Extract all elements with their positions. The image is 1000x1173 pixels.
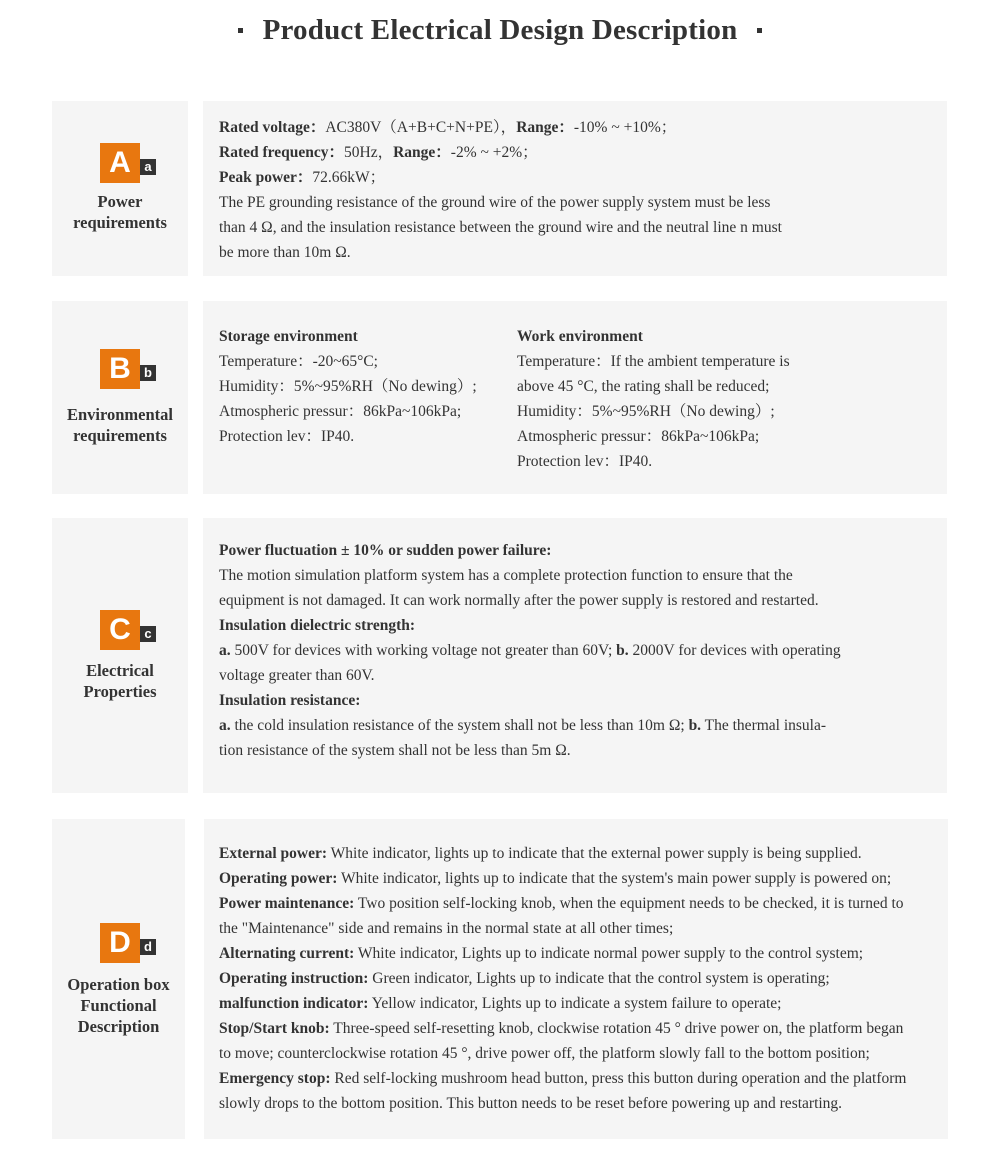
section-c-header — [52, 518, 188, 793]
section-d-badge — [100, 923, 156, 963]
section-d-label-line: Description — [77, 1017, 160, 1036]
operation-box-text — [219, 841, 944, 1116]
section-d-letter: D — [100, 923, 140, 963]
text-line — [219, 1066, 944, 1091]
title-bullet-right — [757, 28, 762, 33]
section-d-header — [52, 819, 185, 1139]
work-line: Atmospheric pressur：86kPa~106kPa; — [517, 428, 760, 445]
section-d-body — [204, 819, 948, 1139]
section-d-label — [52, 974, 185, 1037]
storage-line: Temperature：-20~65°C; — [219, 353, 378, 370]
bold-run: Emergency stop: — [219, 1070, 331, 1087]
text-run: The motion simulation platform system has a complete protection function to ensure that the — [219, 567, 793, 584]
text-run: the cold insulation resistance of the system shall not be less than 10m Ω; — [230, 717, 689, 734]
section-a-label-line: Power — [97, 192, 143, 211]
text-run: voltage greater than 60V. — [219, 667, 375, 684]
text-line — [219, 1016, 944, 1041]
bold-run: External power: — [219, 845, 328, 862]
text-run: White indicator, lights up to indicate that the external power supply is being supplied. — [327, 845, 862, 862]
text-run: White indicator, Lights up to indicate normal power supply to the control system; — [354, 945, 864, 962]
work-line: above 45 °C, the rating shall be reduced; — [517, 378, 770, 395]
section-a-body — [203, 101, 947, 276]
text-run: Red self-locking mushroom head button, press this button during operation and the platform — [330, 1070, 907, 1087]
text-run: Two position self-locking knob, when the equipment needs to be checked, it is turned to — [354, 895, 904, 912]
text-run: Yellow indicator, Lights up to indicate a system failure to operate; — [368, 995, 782, 1012]
storage-heading: Storage environment — [219, 328, 358, 345]
bold-run: malfunction indicator: — [219, 995, 369, 1012]
text-line — [219, 588, 939, 613]
text-run: -2% ~ +2%； — [450, 144, 538, 161]
work-line: Protection lev：IP40. — [517, 453, 653, 470]
section-c-label — [52, 660, 188, 702]
title-bullet-left — [238, 28, 243, 33]
bold-run: Insulation dielectric strength: — [219, 617, 416, 634]
bold-run: b. — [616, 642, 629, 659]
text-run: equipment is not damaged. It can work normally after the power supply is restored and restarted. — [219, 592, 819, 609]
work-line: Humidity：5%~95%RH（No dewing）; — [517, 403, 775, 420]
section-b-letter: B — [100, 349, 140, 389]
text-line — [219, 966, 944, 991]
storage-line: Atmospheric pressur：86kPa~106kPa; — [219, 403, 462, 420]
text-run: the "Maintenance" side and remains in the normal state at all other times; — [219, 920, 674, 937]
section-d-label-line: Operation box — [67, 975, 170, 994]
text-run: than 4 Ω, and the insulation resistance between the ground wire and the neutral line n must — [219, 219, 782, 236]
section-c-label-line: Properties — [83, 682, 157, 701]
bold-run: Operating power: — [219, 870, 338, 887]
text-line — [219, 663, 939, 688]
power-requirements-text — [219, 115, 934, 265]
text-line — [219, 240, 934, 265]
text-line — [219, 991, 944, 1016]
section-c-body — [203, 518, 947, 793]
section-b-header — [52, 301, 188, 494]
text-line — [219, 165, 934, 190]
bold-run: Insulation resistance: — [219, 692, 361, 709]
text-run: 500V for devices with working voltage not greater than 60V; — [230, 642, 617, 659]
text-run: 72.66kW； — [312, 169, 386, 186]
bold-run: Stop/Start knob: — [219, 1020, 330, 1037]
text-line — [219, 115, 934, 140]
section-d-label-line: Functional — [80, 996, 157, 1015]
bold-run: Power fluctuation ± 10% or sudden power failure: — [219, 542, 552, 559]
section-a-badge — [100, 143, 156, 183]
storage-environment — [219, 324, 509, 449]
section-b-body — [203, 301, 947, 494]
section-b-label-line: requirements — [73, 426, 167, 445]
section-c-subletter: c — [140, 626, 156, 642]
work-heading: Work environment — [517, 328, 643, 345]
text-run: Green indicator, Lights up to indicate that the control system is operating; — [368, 970, 830, 987]
section-a-label-line: requirements — [73, 213, 167, 232]
bold-run: Rated voltage： — [219, 119, 326, 136]
bold-run: b. — [688, 717, 702, 734]
section-a-header — [52, 101, 188, 276]
bold-run: Peak power： — [219, 169, 313, 186]
text-run: Three-speed self-resetting knob, clockwise rotation 45 ° drive power on, the platform began — [329, 1020, 904, 1037]
storage-line: Protection lev：IP40. — [219, 428, 355, 445]
text-line — [219, 538, 939, 563]
text-run: 2000V for devices with operating — [628, 642, 841, 659]
text-run: 50Hz， — [344, 144, 394, 161]
text-run: White indicator, lights up to indicate that the system's main power supply is powered on; — [337, 870, 892, 887]
text-line — [219, 638, 939, 663]
text-line — [219, 190, 934, 215]
text-run: to move; counterclockwise rotation 45 °, drive power off, the platform slowly fall to the bottom position; — [219, 1045, 870, 1062]
text-line — [219, 916, 944, 941]
section-a-label — [52, 191, 188, 233]
section-c-badge — [100, 610, 156, 650]
bold-run: Range： — [516, 119, 574, 136]
text-line — [219, 1091, 944, 1116]
text-run: The thermal insula- — [701, 717, 827, 734]
page-title — [0, 14, 1000, 47]
bold-run: a. — [219, 642, 231, 659]
bold-run: Power maintenance: — [219, 895, 355, 912]
section-b-subletter: b — [140, 365, 156, 381]
section-a-letter: A — [100, 143, 140, 183]
section-c-label-line: Electrical — [86, 661, 154, 680]
text-line — [219, 941, 944, 966]
section-b-badge — [100, 349, 156, 389]
text-line — [219, 1041, 944, 1066]
section-d-subletter: d — [140, 939, 156, 955]
text-line — [219, 140, 934, 165]
work-line: Temperature：If the ambient temperature is — [517, 353, 790, 370]
text-run: tion resistance of the system shall not be less than 5m Ω. — [219, 742, 571, 759]
text-line — [219, 713, 939, 738]
bold-run: Range： — [393, 144, 451, 161]
storage-line: Humidity：5%~95%RH（No dewing）; — [219, 378, 477, 395]
electrical-properties-text — [219, 538, 939, 763]
text-line — [219, 891, 944, 916]
work-environment — [517, 324, 837, 474]
text-run: slowly drops to the bottom position. This button needs to be reset before powering up and restarting. — [219, 1095, 843, 1112]
text-line — [219, 215, 934, 240]
page-title-text: Product Electrical Design Description — [262, 14, 738, 46]
text-line — [219, 841, 944, 866]
section-b-label-line: Environmental — [66, 405, 174, 424]
bold-run: Rated frequency： — [219, 144, 344, 161]
bold-run: Operating instruction: — [219, 970, 369, 987]
bold-run: Alternating current: — [219, 945, 355, 962]
text-run: The PE grounding resistance of the ground wire of the power supply system must be less — [219, 194, 771, 211]
section-b-label — [52, 404, 188, 446]
text-line — [219, 613, 939, 638]
section-a-subletter: a — [140, 159, 156, 175]
text-run: be more than 10m Ω. — [219, 244, 351, 261]
bold-run: a. — [219, 717, 231, 734]
text-line — [219, 738, 939, 763]
text-line — [219, 688, 939, 713]
text-run: -10% ~ +10%； — [573, 119, 677, 136]
text-line — [219, 563, 939, 588]
text-line — [219, 866, 944, 891]
text-run: AC380V（A+B+C+N+PE）， — [325, 119, 517, 136]
section-c-letter: C — [100, 610, 140, 650]
